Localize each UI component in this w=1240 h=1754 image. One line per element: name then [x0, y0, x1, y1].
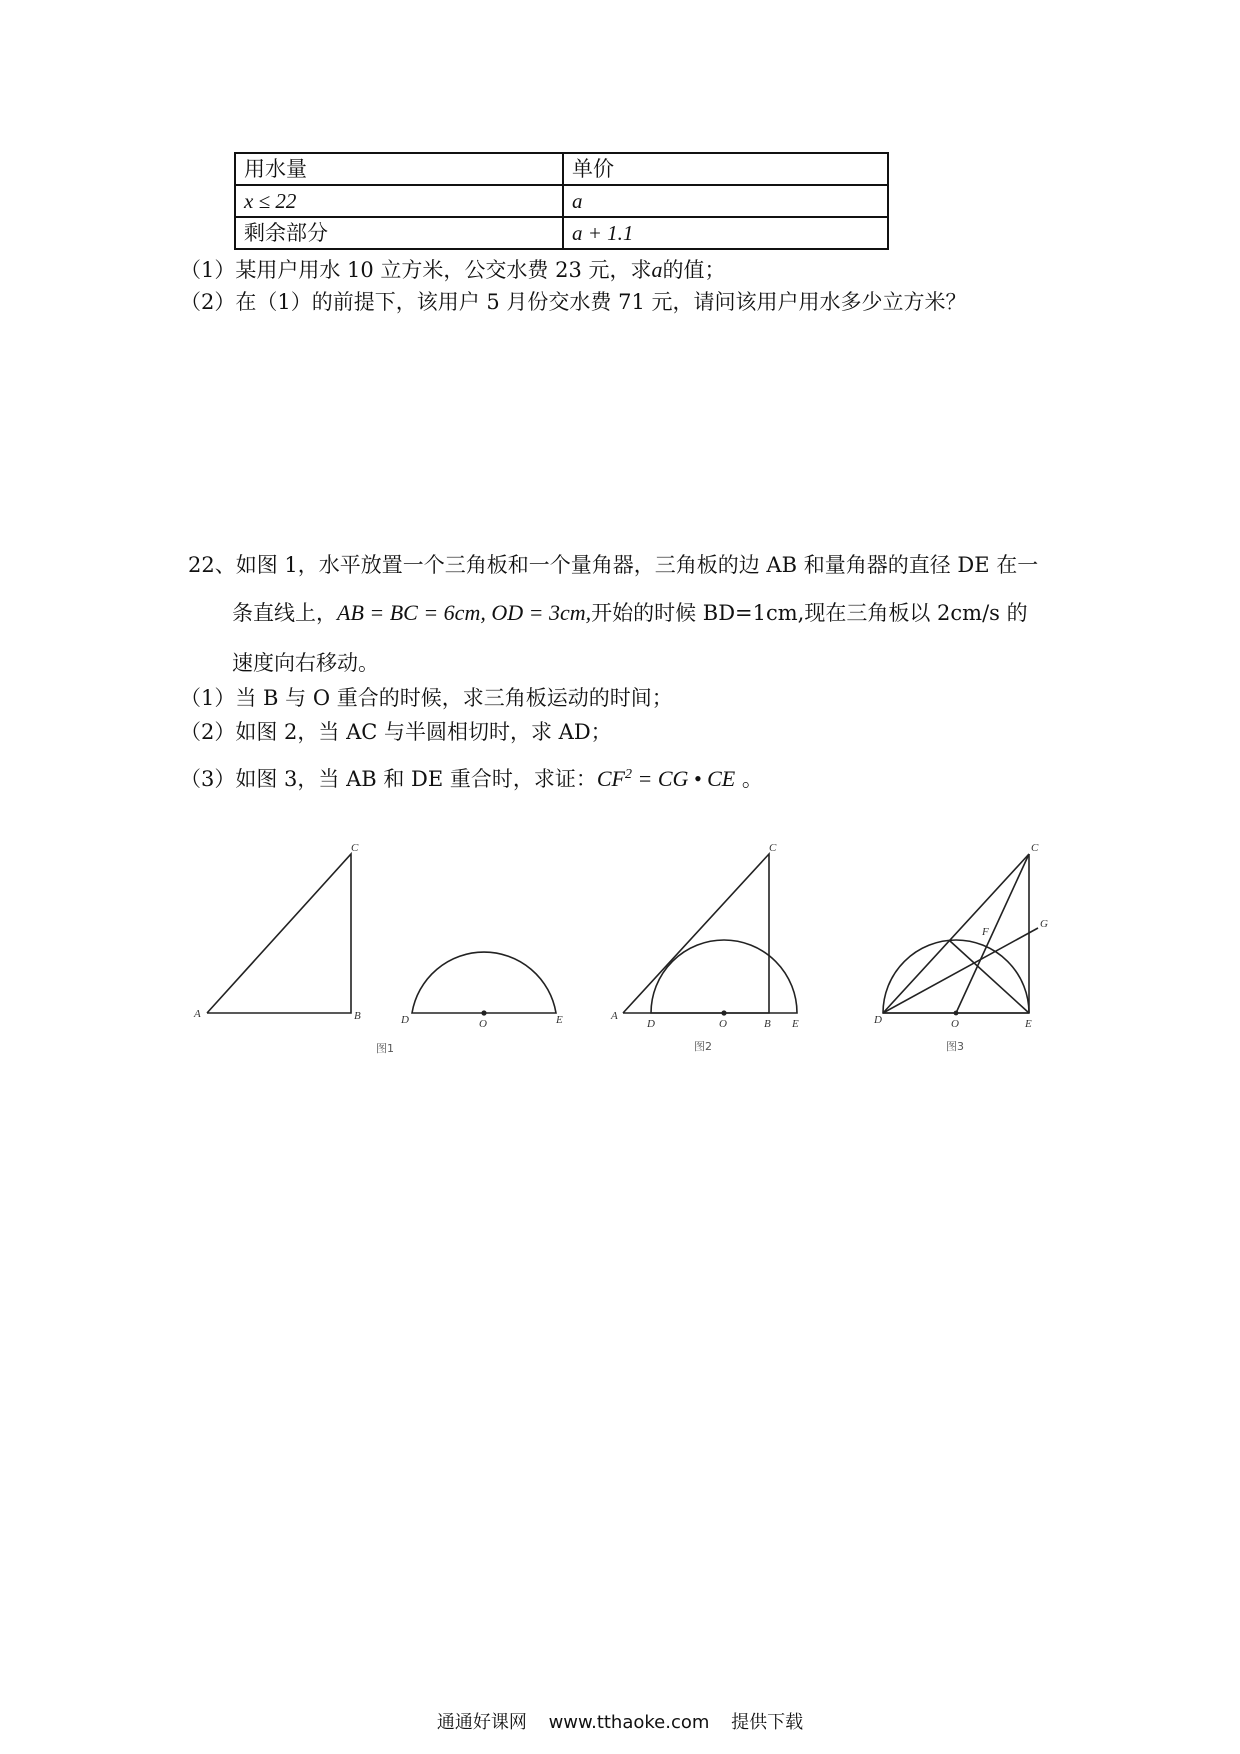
figure-3-drawing — [883, 854, 1038, 1013]
fig1-label-c: C — [351, 842, 359, 854]
figure-1-triangle — [207, 854, 351, 1013]
page-footer — [0, 1708, 1240, 1734]
fig3-label-d: D — [874, 1014, 882, 1026]
fig1-label-e: E — [556, 1014, 563, 1026]
q21-part1-text: （1）某用户用水 10 立方米，公交水费 23 元，求 — [180, 258, 652, 282]
figure-2-drawing — [623, 854, 797, 1013]
fig2-label-d: D — [647, 1018, 655, 1030]
q22-sub3-end: 。 — [735, 767, 763, 791]
fig1-caption: 图1 — [376, 1042, 394, 1055]
fig3-label-c: C — [1031, 842, 1039, 854]
table-cell: a — [563, 185, 888, 217]
figure-3-center-point — [954, 1011, 959, 1016]
q22-line2-math: AB = BC = 6cm, OD = 3cm, — [337, 600, 592, 625]
table-cell: 剩余部分 — [235, 217, 563, 249]
fig3-label-e: E — [1025, 1018, 1032, 1030]
q22-sub3-math-sup: 2 — [625, 767, 632, 782]
q22-sub3 — [180, 760, 763, 794]
water-price-table — [234, 152, 889, 250]
geometry-figures — [180, 830, 1060, 1060]
fig2-label-o: O — [719, 1018, 727, 1030]
fig1-label-b: B — [354, 1010, 361, 1022]
footer-site: 通通好课网 — [436, 1712, 527, 1733]
q22-sub3-math-left: CF — [596, 766, 625, 791]
q22-line3: 速度向右移动。 — [232, 651, 379, 675]
q21-part1-var: a — [651, 257, 663, 282]
fig2-label-c: C — [769, 842, 777, 854]
table-row — [235, 217, 888, 249]
q22-line2-suffix: 开始的时候 BD=1cm,现在三角板以 2cm/s 的 — [591, 601, 1028, 625]
footer-note: 提供下载 — [731, 1712, 804, 1733]
table-header-cell: 单价 — [563, 153, 888, 185]
q22-sub1: （1）当 B 与 O 重合的时候，求三角板运动的时间； — [180, 686, 673, 710]
fig3-caption: 图3 — [946, 1040, 964, 1053]
fig3-label-f: F — [982, 926, 989, 938]
fig1-label-o: O — [479, 1018, 487, 1030]
q21-part2: （2）在（1）的前提下，该用户 5 月份交水费 71 元，请问该用户用水多少立方米？ — [180, 290, 967, 314]
footer-url[interactable]: www.tthaoke.com — [548, 1712, 710, 1733]
fig1-label-a: A — [194, 1008, 201, 1020]
q22-line1: 22、如图 1，水平放置一个三角板和一个量角器，三角板的边 AB 和量角器的直径 DE 在一 — [188, 553, 1039, 577]
table-cell: x ≤ 22 — [235, 185, 563, 217]
q22-line2-prefix: 条直线上， — [232, 601, 337, 625]
table-cell: a + 1.1 — [563, 217, 888, 249]
table-header-cell: 用水量 — [235, 153, 563, 185]
table-row — [235, 185, 888, 217]
figure-2-center-point — [721, 1010, 726, 1015]
fig3-label-o: O — [951, 1018, 959, 1030]
q22-sub3-prefix: （3）如图 3，当 AB 和 DE 重合时，求证： — [180, 767, 597, 791]
figure-1-semicircle — [412, 952, 556, 1013]
q22-sub3-math-right: = CG • CE — [632, 766, 736, 791]
fig1-label-d: D — [401, 1014, 409, 1026]
q21-part1 — [180, 255, 726, 285]
q22-line2 — [232, 598, 1028, 628]
q22-sub2: （2）如图 2，当 AC 与半圆相切时，求 AD； — [180, 720, 612, 744]
fig2-label-a: A — [611, 1010, 618, 1022]
fig2-label-b: B — [764, 1018, 771, 1030]
figure-1-center-point — [481, 1010, 486, 1015]
q21-part1-end: 的值； — [662, 258, 726, 282]
fig2-caption: 图2 — [694, 1040, 712, 1053]
fig2-label-e: E — [792, 1018, 799, 1030]
fig3-label-g: G — [1040, 918, 1048, 930]
table-header-row — [235, 153, 888, 185]
